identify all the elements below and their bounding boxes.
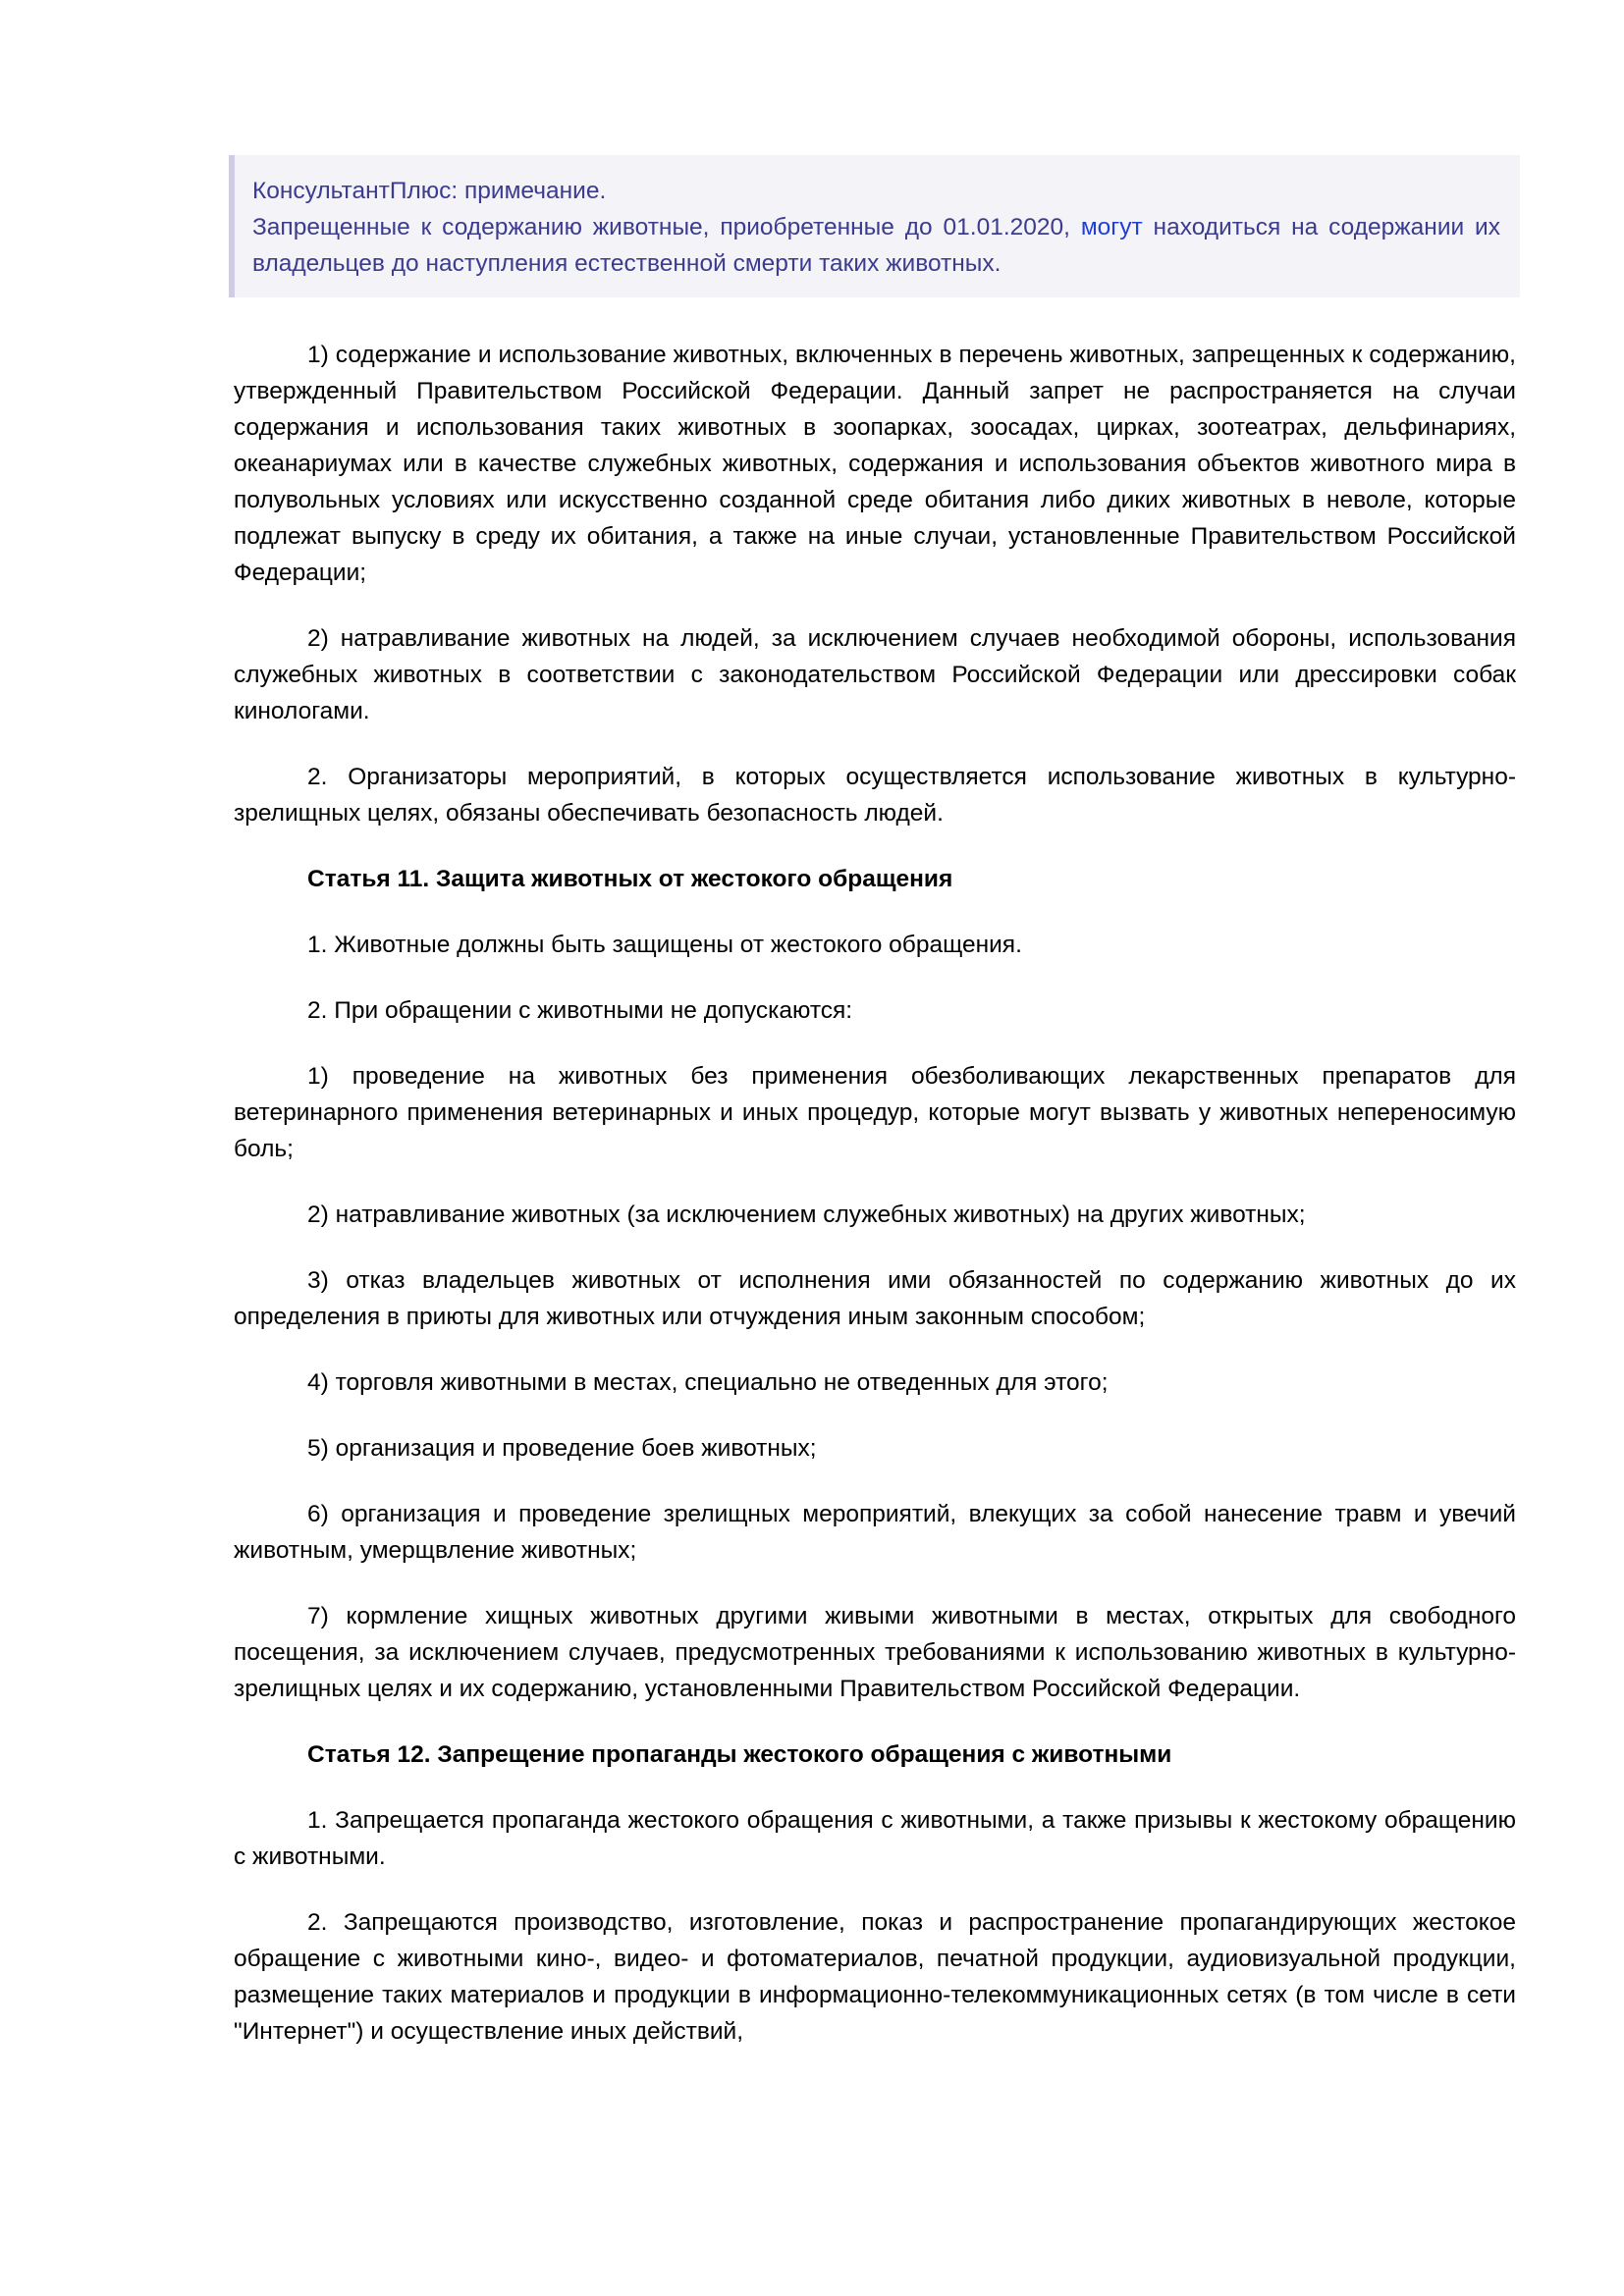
- note-text-before: Запрещенные к содержанию животные, приобретенные до 01.01.2020,: [252, 214, 1081, 240]
- document-body: [234, 337, 1516, 2079]
- article-11-item-3: 3) отказ владельцев животных от исполнения ими обязанностей по содержанию животных до их определения в приюты для животных или отчуждения иным законным способом;: [234, 1267, 1516, 1330]
- paragraph-organizers: 2. Организаторы мероприятий, в которых осуществляется использование животных в культурно-зрелищных целях, обязаны обеспечивать безопасность людей.: [234, 764, 1516, 827]
- article-11-item-6: 6) организация и проведение зрелищных мероприятий, влекущих за собой нанесение травм и увечий животным, умерщвление животных;: [234, 1501, 1516, 1564]
- article-12-heading: Статья 12. Запрещение пропаганды жестокого обращения с животными: [307, 1741, 1172, 1768]
- article-12-point-2: 2. Запрещаются производство, изготовление, показ и распространение пропагандирующих жестокое обращение с животными кино-, видео- и фотоматериалов, печатной продукции, аудиовизуальной продукции, размещение таких материалов и продукции в информационно-телекоммуникационных сетях (в том числе в сети "Интернет") и осуществление иных действий,: [234, 1909, 1516, 2045]
- article-11-item-1: 1) проведение на животных без применения обезболивающих лекарственных препаратов для ветеринарного применения ветеринарных и иных процедур, которые могут вызвать у животных непереносимую боль;: [234, 1063, 1516, 1162]
- note-text-after: находиться на содержании их владельцев до наступления естественной смерти таких животных.: [252, 214, 1500, 277]
- note-text: [252, 209, 1500, 282]
- consultant-note: [229, 155, 1520, 297]
- article-11-heading: Статья 11. Защита животных от жестокого обращения: [307, 866, 953, 892]
- note-link-mogut[interactable]: могут: [1080, 214, 1143, 240]
- article-11-item-7: 7) кормление хищных животных другими живыми животными в местах, открытых для свободного посещения, за исключением случаев, предусмотренных требованиями к использованию животных в культурно-зрелищных целях и их содержанию, установленными Правительством Российской Федерации.: [234, 1603, 1516, 1702]
- article-11-item-5: 5) организация и проведение боев животных;: [307, 1435, 817, 1462]
- item-10-1: 1) содержание и использование животных, включенных в перечень животных, запрещенных к содержанию, утвержденный Правительством Российской Федерации. Данный запрет не распространяется на случаи содержания и использования таких животных в зоопарках, зоосадах, цирках, зоотеатрах, дельфинариях, океанариумах или в качестве служебных животных, содержания и использования объектов животного мира в полувольных условиях или искусственно созданной среде обитания либо диких животных в неволе, которые подлежат выпуску в среду их обитания, а также на иные случаи, установленные Правительством Российской Федерации;: [234, 342, 1516, 586]
- item-10-2: 2) натравливание животных на людей, за исключением случаев необходимой обороны, использования служебных животных в соответствии с законодательством Российской Федерации или дрессировки собак кинологами.: [234, 625, 1516, 724]
- article-11-item-4: 4) торговля животными в местах, специально не отведенных для этого;: [307, 1369, 1109, 1396]
- article-11-point-2: 2. При обращении с животными не допускаются:: [307, 997, 853, 1024]
- article-11-item-2: 2) натравливание животных (за исключением служебных животных) на других животных;: [307, 1201, 1306, 1228]
- article-12-point-1: 1. Запрещается пропаганда жестокого обращения с животными, а также призывы к жестокому обращению с животными.: [234, 1807, 1516, 1870]
- article-11-point-1: 1. Животные должны быть защищены от жестокого обращения.: [307, 932, 1022, 958]
- note-label: КонсультантПлюс: примечание.: [252, 178, 607, 204]
